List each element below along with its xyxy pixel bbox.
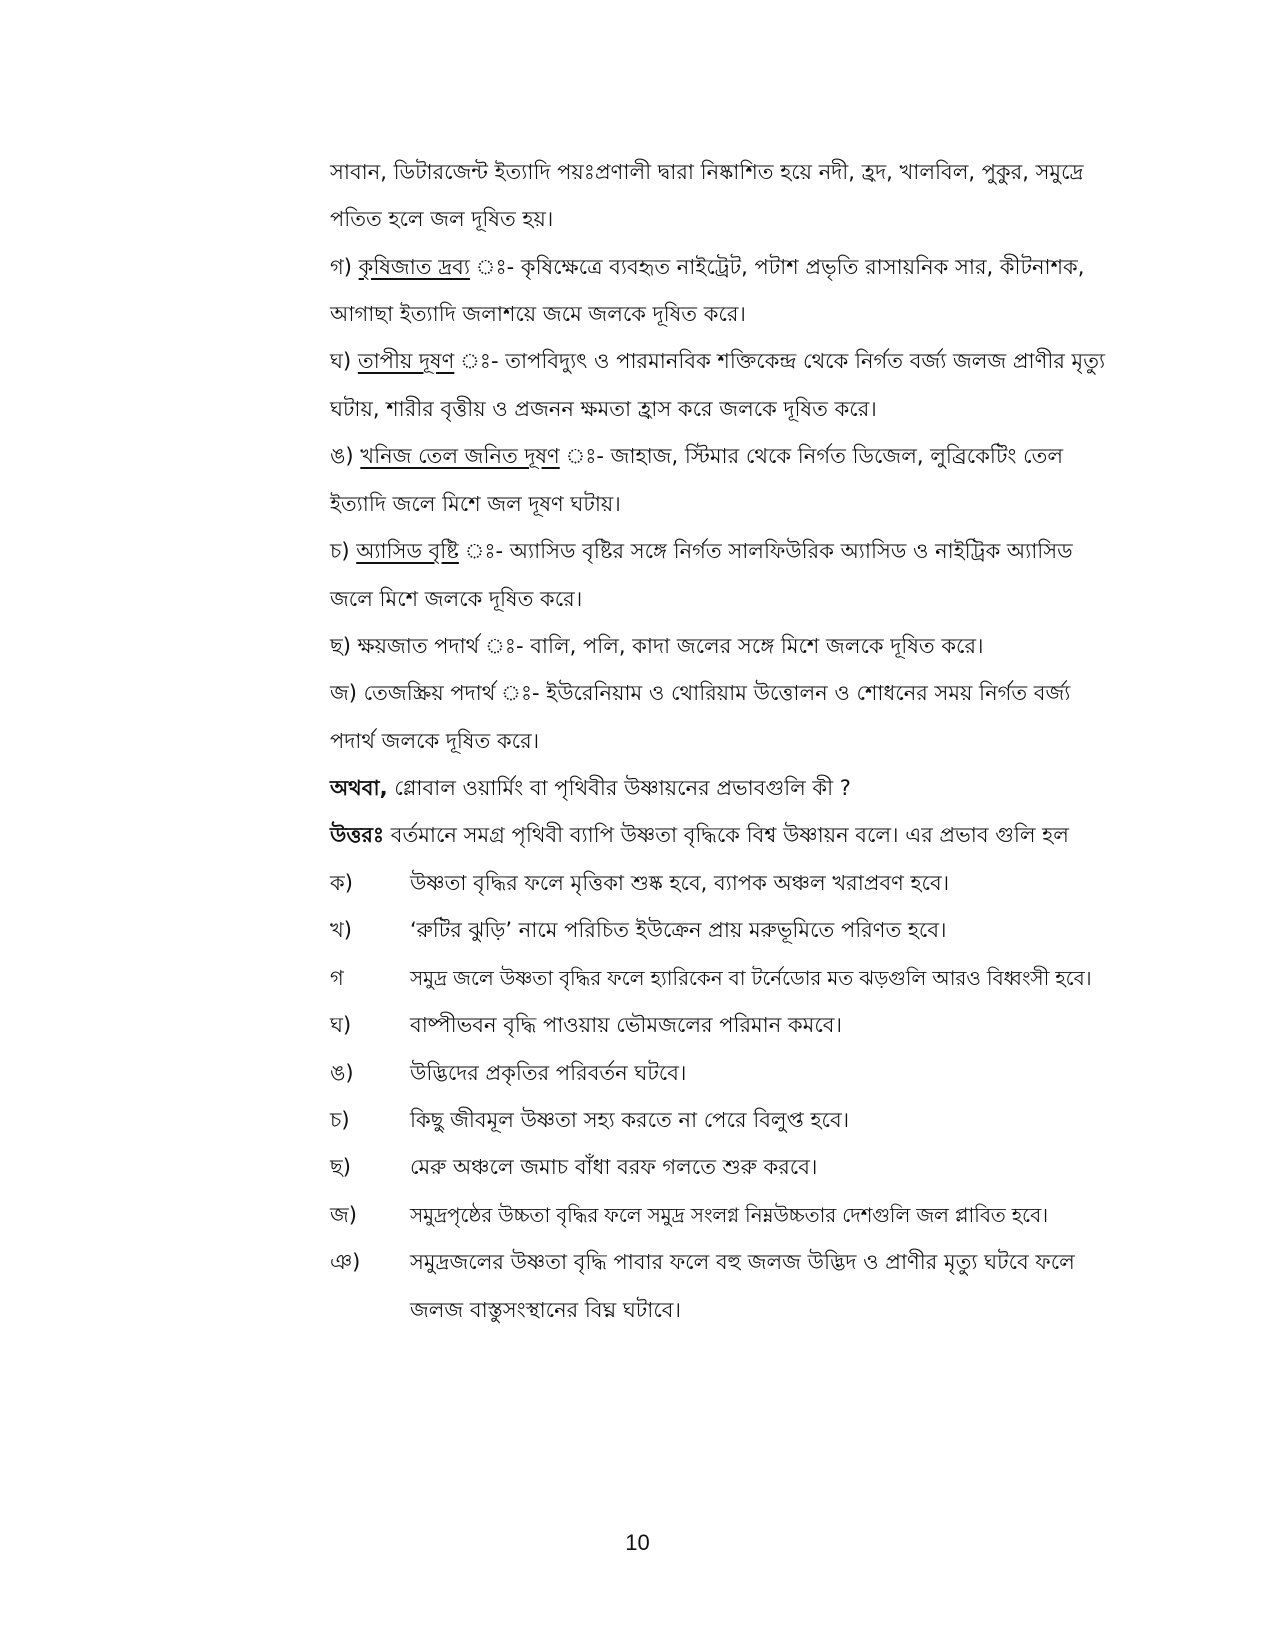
effect-text: সমুদ্রপৃষ্ঠের উচ্চতা বৃদ্ধির ফলে সমুদ্র সংলগ্ন নিম্নউচ্চতার দেশগুলি জল প্লাবিত হবে। [410,1203,1048,1227]
item-prefix: ঘ) [330,349,358,373]
item-heading: অ্যাসিড বৃষ্টি [356,539,459,563]
effect-label: ঞ) [330,1250,361,1274]
paragraph-line: ইত্যাদি জলে মিশে জল দূষণ ঘটায়। [330,492,621,516]
answer-text: বর্তমানে সমগ্র পৃথিবী ব্যাপি উষ্ণতা বৃদ্ধিকে বিশ্ব উষ্ণায়ন বলে। এর প্রভাব গুলি হল [384,823,1069,847]
item-chha-line: ছ) ক্ষয়জাত পদার্থ ঃ- বালি, পলি, কাদা জলের সঙ্গে মিশে জলকে দূষিত করে। [330,634,984,658]
item-prefix: গ) [330,255,359,279]
item-cha-line [330,536,1230,566]
effect-label: জ) [330,1203,357,1227]
answer-label: উত্তরঃ [330,823,385,847]
effect-label: ঘ) [330,1013,352,1037]
paragraph-line: ঘটায়, শারীর বৃত্তীয় ও প্রজনন ক্ষমতা হ্রাস করে জলকে দূষিত করে। [330,397,877,421]
effect-text: বাষ্পীভবন বৃদ্ধি পাওয়ায় ভৌমজলের পরিমান কমবে। [410,1013,842,1037]
effect-text: ‘রুটির ঝুড়ি’ নামে পরিচিত ইউক্রেন প্রায় মরুভূমিতে পরিণত হবে। [410,918,947,942]
question-text: গ্লোবাল ওয়ার্মিং বা পৃথিবীর উষ্ণায়নের প্রভাবগুলি কী ? [387,776,851,800]
effect-text: কিছু জীবমূল উষ্ণতা সহ্য করতে না পেরে বিলুপ্ত হবে। [410,1108,850,1132]
effect-text: সমুদ্রজলের উষ্ণতা বৃদ্ধি পাবার ফলে বহু জলজ উদ্ভিদ ও প্রাণীর মৃত্যু ঘটবে ফলে [410,1250,1075,1274]
effect-text: উদ্ভিদের প্রকৃতির পরিবর্তন ঘটবে। [410,1061,687,1085]
effect-label: ঙ) [330,1061,354,1085]
effect-label: ছ) [330,1155,351,1179]
effect-text: মেরু অঞ্চলে জমাচ বাঁধা বরফ গলতে শুরু করবে। [410,1155,818,1179]
item-umo-line [330,441,1230,471]
answer-line [330,820,1230,850]
item-prefix: চ) [330,539,357,563]
paragraph-line: আগাছা ইত্যাদি জলাশয়ে জমে জলকে দূষিত করে। [330,302,746,326]
effect-label: খ) [330,918,352,942]
item-gha-line [330,346,1230,376]
paragraph-line: জলে মিশে জলকে দূষিত করে। [330,587,583,611]
effect-text: উষ্ণতা বৃদ্ধির ফলে মৃত্তিকা শুষ্ক হবে, ব্যাপক অঞ্চল খরাপ্রবণ হবে। [410,871,950,895]
question-label: অথবা, [330,776,388,800]
item-heading: খনিজ তেল জনিত দূষণ [360,444,560,468]
item-heading: তাপীয় দূষণ [357,349,455,373]
item-text: ঃ- তাপবিদ্যুৎ ও পারমানবিক শক্তিকেন্দ্র থেকে নির্গত বর্জ্য জলজ প্রাণীর মৃত্যু [454,349,1106,373]
effect-label: চ) [330,1108,350,1132]
item-ga-line [330,252,1230,282]
paragraph-line: সাবান, ডিটারজেন্ট ইত্যাদি পয়ঃপ্রণালী দ্বারা নিষ্কাশিত হয়ে নদী, হ্রদ, খালবিল, পুকুর, সমুদ্রে [330,160,1084,184]
item-text: ঃ- জাহাজ, স্টিমার থেকে নির্গত ডিজেল, লুব্রিকেটিং তেল [559,444,1064,468]
effect-text: সমুদ্র জলে উষ্ণতা বৃদ্ধির ফলে হ্যারিকেন বা টর্নেডোর মত ঝড়গুলি আরও বিধ্বংসী হবে। [410,966,1092,990]
item-heading: কৃষিজাত দ্রব্য [358,255,470,279]
paragraph-line: পতিত হলে জল দূষিত হয়। [330,207,554,231]
effect-label: গ [330,966,344,990]
question-line [330,773,1230,803]
item-prefix: ঙ) [330,444,361,468]
item-text: ঃ- কৃষিক্ষেত্রে ব্যবহৃত নাইট্রেট, পটাশ প্রভৃতি রাসায়নিক সার, কীটনাশক, [469,255,1085,279]
effect-label: ক) [330,871,353,895]
page-number: 10 [625,1530,650,1555]
item-text: ঃ- অ্যাসিড বৃষ্টির সঙ্গে নির্গত সালফিউরিক অ্যাসিড ও নাইট্রিক অ্যাসিড [458,539,1073,563]
effect-continuation: জলজ বাস্তুসংস্থানের বিঘ্ন ঘটাবে। [410,1298,681,1322]
item-ja-line: জ) তেজস্ক্রিয় পদার্থ ঃ- ইউরেনিয়াম ও থোরিয়াম উত্তোলন ও শোধনের সময় নির্গত বর্জ্য [330,681,1071,705]
paragraph-line: পদার্থ জলকে দূষিত করে। [330,729,540,753]
